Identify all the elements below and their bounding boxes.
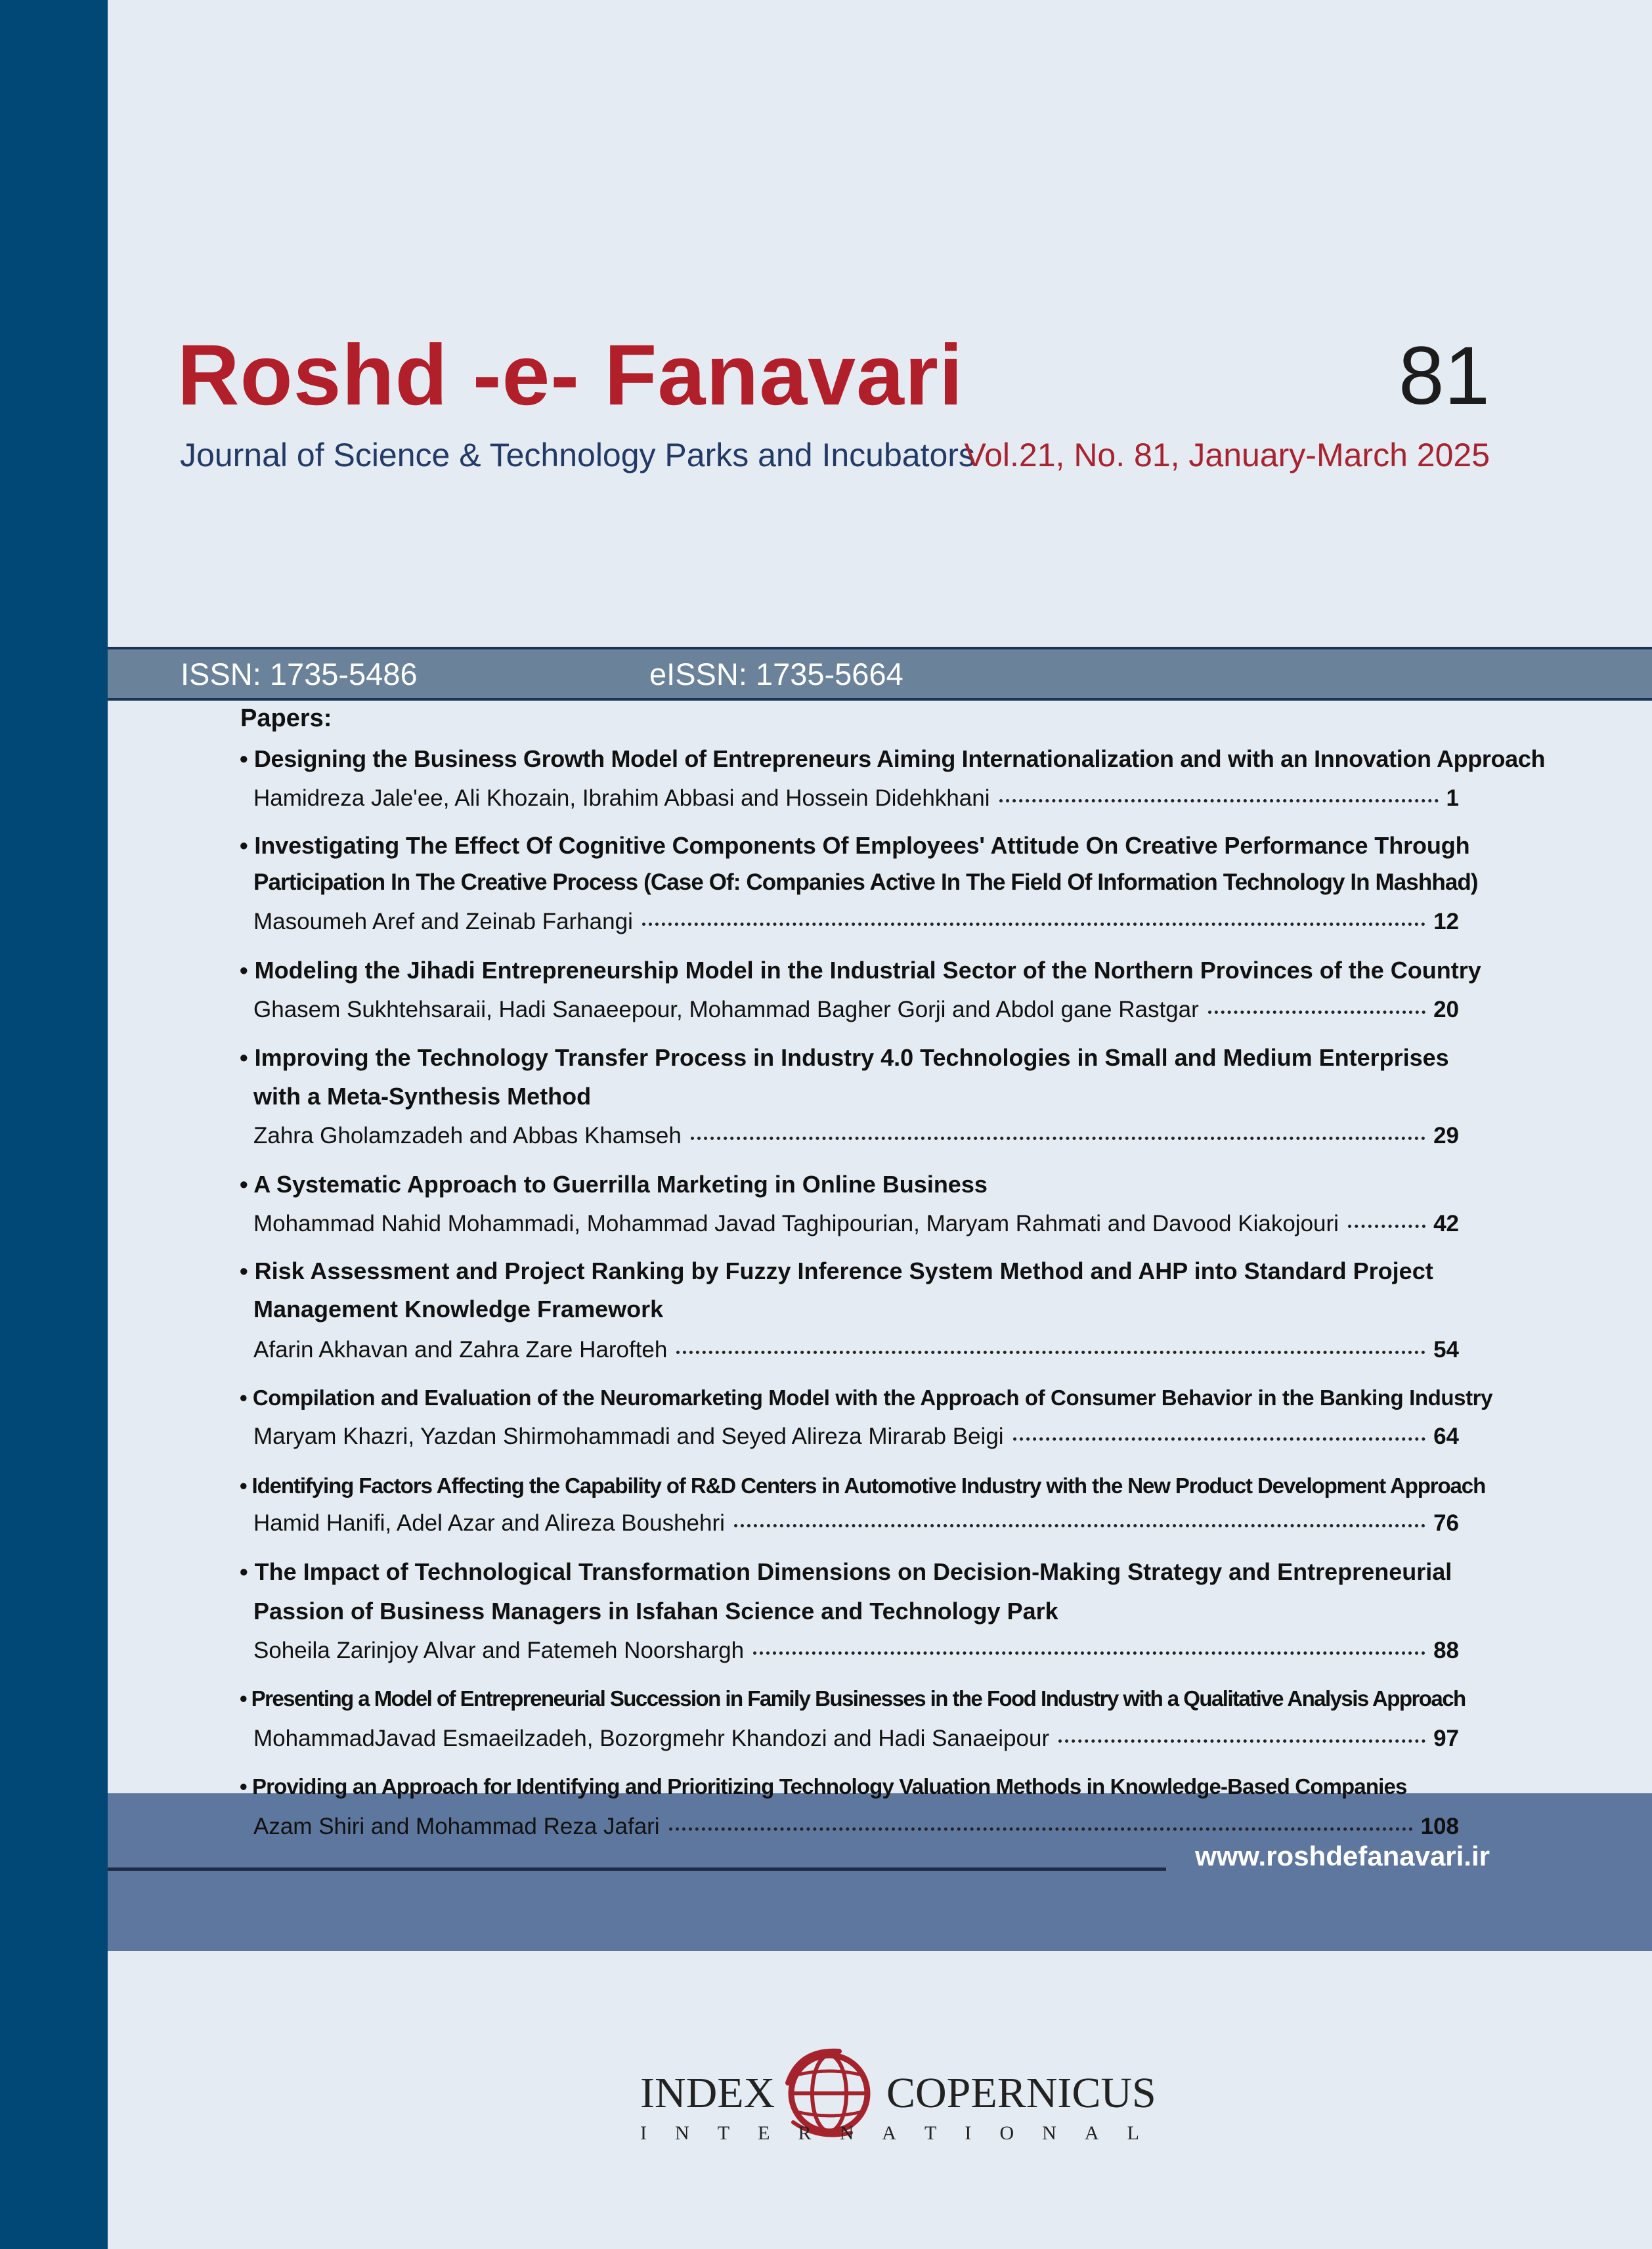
logo-letter: R [798,2122,812,2144]
paper-title-continued: Passion of Business Managers in Isfahan Science and Technology Park [253,1598,1058,1625]
paper-authors-row [253,1639,1459,1662]
page-number: 108 [1420,1814,1459,1839]
paper-authors: Masoumeh Aref and Zeinab Farhangi [253,909,633,934]
paper-title: • Investigating The Effect Of Cognitive Components Of Employees' Attitude On Creative Performance Through [240,832,1470,859]
paper-title: • Modeling the Jihadi Entrepreneurship Model in the Industrial Sector of the Northern Provinces of the Country [240,957,1481,984]
dot-leader [642,923,1425,926]
paper-title-continued: with a Meta-Synthesis Method [253,1083,592,1110]
issn-electronic: eISSN: 1735-5664 [649,657,903,691]
paper-authors: MohammadJavad Esmaeilzadeh, Bozorgmehr Khandozi and Hadi Sanaeipour [253,1726,1050,1751]
issn-bar [108,647,1652,701]
dot-leader [999,799,1439,802]
page-number: 29 [1433,1123,1459,1148]
page-number: 20 [1433,997,1459,1022]
volume-info: Vol.21, No. 81, January-March 2025 [964,437,1490,473]
paper-authors-row [253,1124,1459,1147]
paper-authors: Azam Shiri and Mohammad Reza Jafari [253,1814,660,1839]
paper-title-continued: Management Knowledge Framework [253,1296,664,1322]
paper-authors-row [253,1425,1459,1448]
paper-authors-row [253,1727,1459,1750]
logo-letter: N [675,2122,689,2144]
logo-word-copernicus: COPERNICUS [886,2069,1156,2117]
dot-leader [1013,1437,1426,1441]
logo-letter: O [999,2122,1014,2144]
logo-letter: A [882,2122,896,2144]
paper-authors: Afarin Akhavan and Zahra Zare Harofteh [253,1337,668,1363]
logo-letter: N [1042,2122,1056,2144]
issue-number: 81 [1398,330,1490,422]
paper-authors-row [253,1338,1459,1361]
paper-authors-row [253,787,1459,810]
paper-authors-row [253,910,1459,933]
logo-letter: I [640,2122,647,2144]
logo-letter: A [1084,2122,1099,2144]
journal-subtitle: Journal of Science & Technology Parks and Incubators [180,437,975,473]
paper-title: • Providing an Approach for Identifying and Prioritizing Technology Valuation Methods in Knowledge-Based Companies [240,1774,1407,1799]
logo-word-international [640,2124,1139,2143]
journal-title: Roshd -e- Fanavari [177,326,964,423]
dot-leader [1208,1011,1425,1014]
paper-authors: Ghasem Sukhtehsaraii, Hadi Sanaeepour, Mohammad Bagher Gorji and Abdol gane Rastgar [253,997,1199,1022]
logo-letter: T [924,2122,937,2144]
paper-title: • Identifying Factors Affecting the Capability of R&D Centers in Automotive Industry with the New Product Development Approach [240,1474,1486,1498]
dot-leader [691,1137,1425,1140]
paper-title: • Designing the Business Growth Model of Entrepreneurs Aiming Internationalization and with an Innovation Approach [240,745,1546,772]
logo-letter: N [839,2122,854,2144]
logo-letter: T [717,2122,730,2144]
paper-title: • A Systematic Approach to Guerrilla Marketing in Online Business [240,1171,988,1198]
paper-title: • Risk Assessment and Project Ranking by Fuzzy Inference System Method and AHP into Standard Project [240,1257,1433,1284]
page-number: 64 [1433,1424,1459,1449]
dot-leader [676,1351,1425,1354]
paper-authors-row [253,1212,1459,1235]
logo-letter: E [758,2122,770,2144]
dot-leader [734,1524,1425,1527]
issn-print: ISSN: 1735-5486 [181,657,418,691]
paper-authors-row [253,1512,1459,1535]
page-number: 88 [1433,1638,1459,1663]
page-number: 97 [1433,1726,1459,1751]
left-color-bar [0,0,108,2249]
page-number: 42 [1433,1211,1459,1236]
dot-leader [753,1651,1425,1655]
paper-authors: Soheila Zarinjoy Alvar and Fatemeh Noorshargh [253,1638,745,1663]
page-number: 12 [1433,909,1459,934]
paper-authors-row [253,998,1459,1021]
dot-leader [1058,1739,1425,1743]
paper-title-continued: Participation In The Creative Process (Case Of: Companies Active In The Field Of Information Technology In Mashhad) [253,869,1478,895]
paper-title: • Presenting a Model of Entrepreneurial Succession in Family Businesses in the Food Industry with a Qualitative Analysis Approach [240,1686,1466,1711]
dot-leader [669,1827,1413,1831]
logo-word-index: INDEX [640,2069,775,2117]
website-url[interactable]: www.roshdefanavari.ir [1195,1841,1490,1871]
paper-authors-row [253,1815,1459,1838]
index-copernicus-logo [640,2042,1156,2144]
page-number: 54 [1433,1337,1459,1363]
paper-authors: Hamid Hanifi, Adel Azar and Alireza Boushehri [253,1510,725,1536]
page-number: 76 [1433,1510,1459,1536]
paper-title: • Compilation and Evaluation of the Neuromarketing Model with the Approach of Consumer Behavior in the Banking Industry [240,1386,1493,1410]
paper-title: • Improving the Technology Transfer Process in Industry 4.0 Technologies in Small and Medium Enterprises [240,1044,1449,1071]
logo-letter: I [965,2122,972,2144]
logo-letter: L [1127,2122,1139,2144]
band-divider-line [108,1867,1166,1871]
paper-title: • The Impact of Technological Transformation Dimensions on Decision-Making Strategy and Entrepreneurial [240,1558,1452,1585]
paper-authors: Maryam Khazri, Yazdan Shirmohammadi and Seyed Alireza Mirarab Beigi [253,1424,1004,1449]
dot-leader [1348,1225,1425,1228]
papers-heading: Papers: [240,705,332,732]
paper-authors: Mohammad Nahid Mohammadi, Mohammad Javad Taghipourian, Maryam Rahmati and Davood Kiakojouri [253,1211,1339,1236]
paper-authors: Zahra Gholamzadeh and Abbas Khamseh [253,1123,682,1148]
paper-authors: Hamidreza Jale'ee, Ali Khozain, Ibrahim Abbasi and Hossein Didehkhani [253,785,990,811]
page-number: 1 [1446,785,1459,811]
